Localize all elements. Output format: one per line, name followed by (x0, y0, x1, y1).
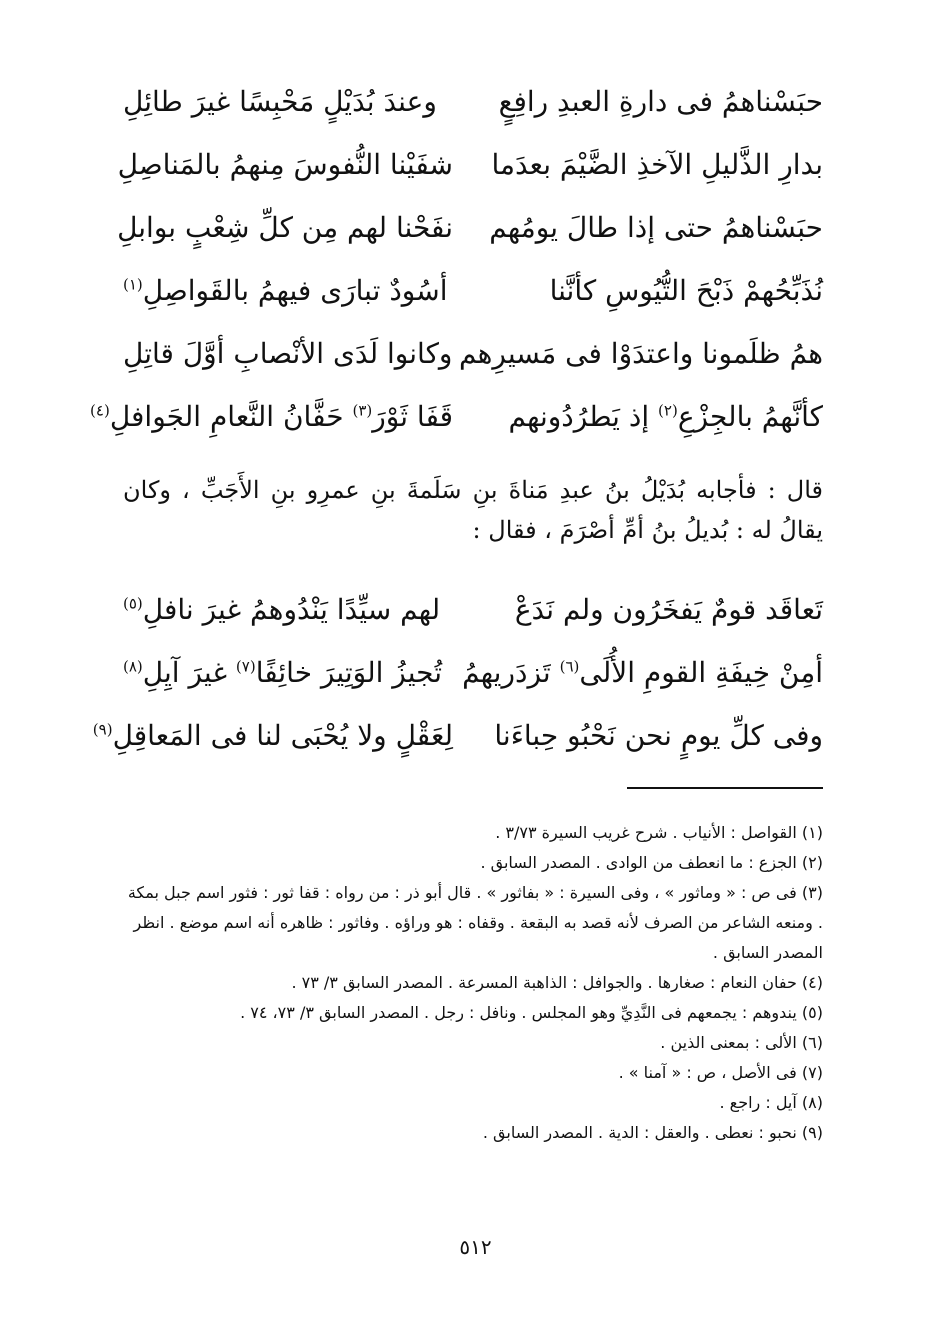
footnote: (٨) آيل : راجع . (719, 1093, 823, 1112)
footnote: (٣) فى ص : « وماثور » ، وفى السيرة : « بفاثور » . قال أبو ذر : من رواه : قفا ثور : فثور اسم جبل بمكة . ومنعه الشاعر من الصرف لأنه قصد به البقعة . وقفاه : هو وراؤه . وفاثور : ظاهره أنه اسم موضع . انظر المصدر السابق . (127, 883, 823, 962)
footnote: (٩) نحبو : نعطى . والعقل : الدية . المصدر السابق . (482, 1123, 823, 1142)
verse-first-hemistich: وفى كلِّ يومٍ نحن نَحْبُو حِباءَنا (494, 719, 823, 752)
footnote-marker: (٤) (90, 401, 110, 420)
hemistich-text: لهم سيِّدًا يَنْدُوهمُ غيرَ نافلِ (142, 593, 441, 626)
verse-line (123, 271, 823, 334)
footnote-marker: (٩) (92, 720, 113, 739)
hemistich-text: كأنَّهمُ بالجِزْعِ (677, 400, 823, 433)
verse-first-hemistich: حبَسْناهمُ فى دارةِ العبدِ رافِعٍ (498, 85, 823, 118)
hemistich-text: تُجيزُ الوَتِيرَ خائِفًا (255, 656, 443, 689)
verse-first-hemistich: بدارِ الذَّليلِ الآخذِ الضَّيْمَ بعدَما (491, 148, 823, 181)
verse-first-hemistich: حبَسْناهمُ حتى إذا طالَ يومُهم (489, 211, 823, 244)
hemistich-text: أسُودٌ تبارَى فيهمُ بالقَواصِلِ (142, 274, 448, 307)
verse-line (92, 716, 823, 779)
footnotes (118, 818, 823, 1148)
poem-block-2 (92, 590, 823, 779)
footnote: (٢) الجزع : ما انعطف من الوادى . المصدر السابق . (480, 853, 823, 872)
footnote: (١) القواصل : الأنياب . شرح غريب السيرة ٣/٧٣ . (495, 823, 823, 842)
footnote-marker: (٣) (352, 401, 373, 420)
footnote-marker: (٨) (123, 657, 143, 676)
verse-line (117, 208, 823, 271)
verse-second-hemistich: نفَحْنا لهم مِن كلِّ شِعْبٍ بوابلِ (117, 211, 453, 244)
footnote-marker: (٧) (235, 657, 256, 676)
footnote-marker: (٥) (123, 594, 143, 613)
verse-first-hemistich: همُ ظلَمونا واعتدَوْا فى مَسيرِهم (459, 337, 823, 370)
verse-second-hemistich (123, 653, 453, 693)
verse-line (123, 653, 823, 716)
page-number: ٥١٢ (459, 1235, 492, 1259)
verse-second-hemistich (92, 716, 453, 756)
footnote: (٥) يندوهم : يجمعهم فى النَّدِيِّ وهو المجلس . ونافل : رجل . المصدر السابق ٣/ ٧٣، ٧٤ . (240, 1003, 823, 1022)
footnote: (٦) الألى : بمعنى الذين . (660, 1033, 823, 1052)
verse-line (123, 82, 823, 145)
hemistich-text: لِعَقْلٍ ولا يُحْبَى لنا فى المَعاقِلِ (112, 719, 453, 752)
footnote: (٤) حفان النعام : صغارها . والجوافل : الذاهبة المسرعة . المصدر السابق ٣/ ٧٣ . (291, 973, 823, 992)
verse-second-hemistich (123, 271, 453, 311)
verse-second-hemistich: وعندَ بُدَيْلٍ مَحْبِسًا غيرَ طائِلِ (123, 85, 437, 118)
hemistich-text: أمِنْ خِيفَةِ القومِ الأُلَى (579, 656, 823, 689)
verse-second-hemistich: شفَيْنا النُّفوسَ مِنهمُ بالمَناصِلِ (117, 148, 453, 181)
verse-line (123, 334, 823, 397)
footnote-separator (627, 787, 823, 789)
verse-line (123, 590, 823, 653)
verse-second-hemistich (90, 397, 453, 437)
poem-block-1 (90, 82, 823, 460)
footnote-marker: (٦) (559, 657, 580, 676)
prose-paragraph: قال : فأجابه بُدَيْلُ بنُ عبدِ مَناةَ بنِ سَلَمةَ بنِ عمرِو بنِ الأَجَبِّ ، وكان يقالُ له : بُديلُ بنُ أمِّ أصْرَمَ ، فقال : (123, 476, 823, 544)
hemistich-text: تَزدَريهمُ (462, 656, 560, 689)
hemistich-text: إذ يَطرُدُونهم (508, 400, 659, 433)
hemistich-text: حَفَّانُ النَّعامِ الجَوافلِ (109, 400, 353, 433)
verse-line (117, 145, 823, 208)
footnote-marker: (١) (123, 275, 143, 294)
hemistich-text: قَفَا ثَوْرَ (372, 400, 453, 433)
footnote: (٧) فى الأصل ، ص : « آمنا » . (618, 1063, 823, 1082)
verse-first-hemistich (462, 653, 823, 693)
verse-line (90, 397, 823, 460)
hemistich-text: غيرَ آيِلِ (142, 656, 236, 689)
verse-first-hemistich: تَعاقَد قومٌ يَفخَرُون ولم نَدَعْ (514, 593, 823, 626)
verse-second-hemistich (123, 590, 453, 630)
verse-second-hemistich: وكانوا لَدَى الأنْصابِ أوَّلَ قاتِلِ (123, 337, 453, 370)
verse-first-hemistich: نُذَبِّحُهمْ ذَبْحَ التُّيُوسِ كأنَّنا (549, 274, 823, 307)
footnote-marker: (٢) (658, 401, 678, 420)
verse-first-hemistich (493, 397, 823, 437)
